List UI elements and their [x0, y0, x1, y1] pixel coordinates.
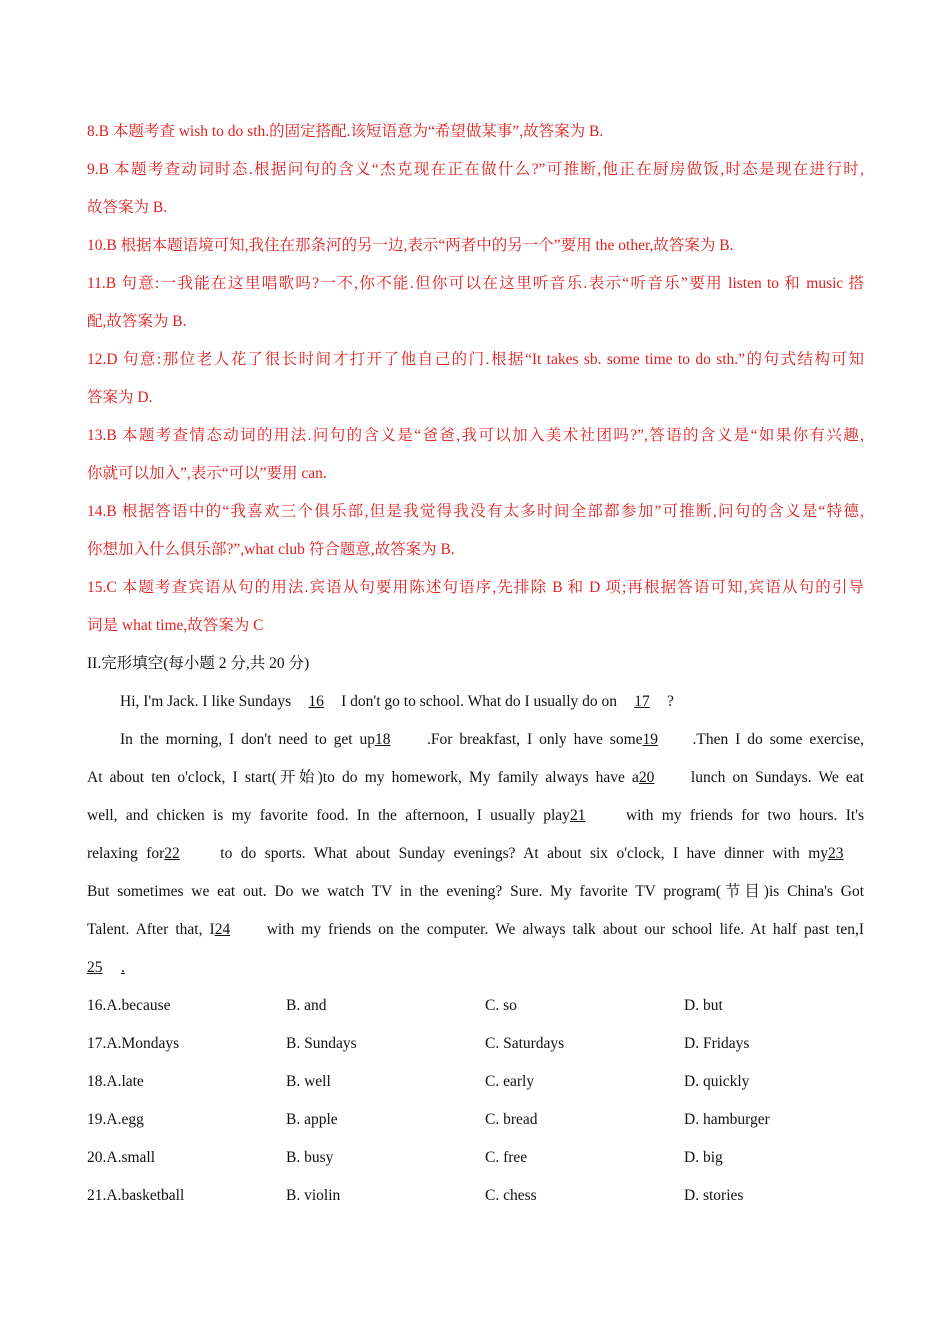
passage-text: Talent. After that, I: [87, 921, 215, 938]
option-b: B. apple: [286, 1111, 338, 1128]
options-21: [87, 1177, 864, 1215]
passage-line-7: [87, 911, 864, 949]
option-d: D. but: [684, 997, 723, 1014]
passage-text: I don't go to school. What do I usually do on: [341, 693, 618, 710]
option-a: 16.A.because: [87, 997, 171, 1014]
passage-text: with my friends for two hours. It's: [625, 807, 864, 824]
option-d: D. big: [684, 1149, 723, 1166]
answer-14: 14.B 根据答语中的“我喜欢三个俱乐部,但是我觉得我没有太多时间全部都参加”可推断,问句的含义是“特德,: [87, 503, 864, 520]
option-c: C. so: [485, 997, 517, 1014]
options-19: [87, 1101, 864, 1139]
option-a: 19.A.egg: [87, 1111, 144, 1128]
option-a: 21.A.basketball: [87, 1187, 185, 1204]
option-b: B. busy: [286, 1149, 334, 1166]
answer-8: 8.B 本题考查 wish to do sth.的固定搭配.该短语意为“希望做某事”,故答案为 B.: [87, 123, 604, 140]
answer-9: 9.B 本题考查动词时态.根据问句的含义“杰克现在正在做什么?”可推断,他正在厨房做饭,时态是现在进行时,: [87, 161, 864, 178]
passage-line-3: [87, 759, 864, 797]
blank-18: 18: [375, 731, 391, 748]
blank-22: 22: [164, 845, 180, 862]
passage-text: Hi, I'm Jack. I like Sundays: [120, 693, 292, 710]
options-18: [87, 1063, 864, 1101]
blank-25: 25: [87, 959, 103, 976]
answer-15-continued: 词是 what time,故答案为 C: [87, 617, 264, 634]
answer-14-continued: 你想加入什么俱乐部?”,what club 符合题意,故答案为 B.: [87, 541, 455, 558]
option-b: B. and: [286, 997, 327, 1014]
answer-9-continued: 故答案为 B.: [87, 199, 168, 216]
passage-line-6: But sometimes we eat out. Do we watch TV in the evening? Sure. My favorite TV program(节目)is China's Got: [87, 883, 864, 900]
blank-24: 24: [214, 921, 231, 938]
passage-text: In the morning, I don't need to get up: [120, 731, 376, 748]
option-a: 20.A.small: [87, 1149, 156, 1166]
blank-16: 16: [308, 693, 324, 710]
passage-line-8: [87, 949, 864, 987]
option-c: C. free: [485, 1149, 528, 1166]
option-d: D. Fridays: [684, 1035, 750, 1052]
passage-text: ?: [667, 693, 674, 710]
option-a: 17.A.Mondays: [87, 1035, 180, 1052]
passage-line-2: [87, 721, 864, 759]
passage-text: well, and chicken is my favorite food. In the afternoon, I usually play: [87, 807, 570, 824]
answer-11-continued: 配,故答案为 B.: [87, 313, 187, 330]
blank-23: 23: [828, 845, 844, 862]
passage-text: to do sports. What about Sunday evenings? At about six o'clock, I have dinner with my: [220, 845, 828, 862]
blank-20: 20: [638, 769, 655, 786]
option-c: C. Saturdays: [485, 1035, 565, 1052]
passage-text: .For breakfast, I only have some: [427, 731, 643, 748]
passage-line-4: [87, 797, 864, 835]
answer-12: 12.D 句意:那位老人花了很长时间才打开了他自己的门.根据“It takes sb. some time to do sth.”的句式结构可知: [87, 351, 864, 368]
passage-text: lunch on Sundays. We eat: [690, 769, 864, 786]
passage-text: At about ten o'clock, I start(开始)to do my homework, My family always have a: [87, 769, 639, 786]
passage-text: relaxing for: [87, 845, 165, 862]
options-17: [87, 1025, 864, 1063]
option-d: D. hamburger: [684, 1111, 770, 1128]
document-page: [87, 113, 864, 1215]
option-b: B. well: [286, 1073, 331, 1090]
option-a: 18.A.late: [87, 1073, 144, 1090]
answer-13: 13.B 本题考查情态动词的用法.问句的含义是“爸爸,我可以加入美术社团吗?”,答语的含义是“如果你有兴趣,: [87, 427, 864, 444]
option-c: C. bread: [485, 1111, 538, 1128]
passage-line-5: [87, 835, 864, 873]
option-c: C. early: [485, 1073, 535, 1090]
answer-15: 15.C 本题考查宾语从句的用法.宾语从句要用陈述句语序,先排除 B 和 D 项;再根据答语可知,宾语从句的引导: [87, 579, 864, 596]
answer-11: 11.B 句意:一我能在这里唱歌吗?一不,你不能.但你可以在这里听音乐.表示“听音乐”要用 listen to 和 music 搭: [87, 275, 864, 292]
passage-line-1: [87, 683, 864, 721]
options-20: [87, 1139, 864, 1177]
answer-12-continued: 答案为 D.: [87, 389, 153, 406]
blank-17: 17: [634, 693, 650, 710]
option-d: D. quickly: [684, 1073, 750, 1090]
answer-10: 10.B 根据本题语境可知,我住在那条河的另一边,表示“两者中的另一个”要用 the other,故答案为 B.: [87, 237, 734, 254]
answer-13-continued: 你就可以加入”,表示“可以”要用 can.: [87, 465, 327, 482]
blank-19: 19: [642, 731, 659, 748]
options-16: [87, 987, 864, 1025]
blank-21: 21: [569, 807, 586, 824]
option-d: D. stories: [684, 1187, 744, 1204]
passage-text: with my friends on the computer. We always talk about our school life. At half past ten,I: [266, 921, 864, 938]
passage-text: .: [121, 959, 125, 976]
option-b: B. Sundays: [286, 1035, 357, 1052]
option-b: B. violin: [286, 1187, 341, 1204]
option-c: C. chess: [485, 1187, 537, 1204]
passage-text: .Then I do some exercise,: [692, 731, 865, 748]
section-title: II.完形填空(每小题 2 分,共 20 分): [87, 655, 310, 672]
